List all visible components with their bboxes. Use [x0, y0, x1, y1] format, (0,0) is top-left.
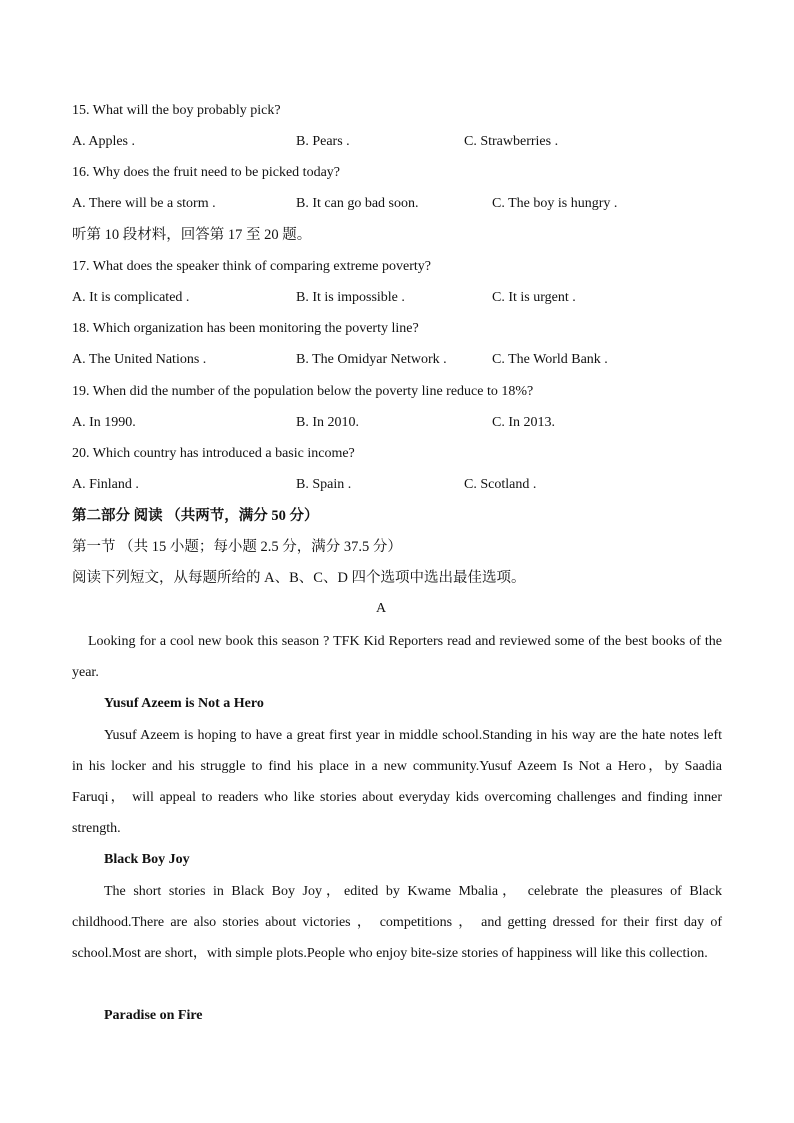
q17-option-c: C. It is urgent . [492, 290, 576, 305]
question-17: 17. What does the speaker think of comparing extreme poverty? [72, 259, 431, 274]
section-10-instruction: 听第 10 段材料，回答第 17 至 20 题。 [72, 227, 312, 243]
q19-option-b: B. In 2010. [296, 415, 359, 430]
q20-option-c: C. Scotland . [464, 477, 537, 492]
q16-option-a: A. There will be a storm . [72, 196, 216, 211]
reading-section-title: 第一节 （共 15 小题；每小题 2.5 分，满分 37.5 分） [72, 539, 402, 555]
q15-option-a: A. Apples . [72, 134, 135, 149]
q20-option-b: B. Spain . [296, 477, 352, 492]
passage-label: A [375, 601, 387, 616]
q18-option-a: A. The United Nations . [72, 352, 207, 367]
q18-option-c: C. The World Bank . [492, 352, 608, 367]
question-19: 19. When did the number of the population below the poverty line reduce to 18%? [72, 384, 534, 399]
book1-text: Yusuf Azeem is hoping to have a great first year in middle school.Standing in his way are the hate notes left in his locker and his struggle to find his place in a new community.Yusuf Azeem Is Not a Hero，by Saadia Faruqi， will appeal to readers who like stories about everyday kids overcoming challenges and finding inner strength. [72, 728, 722, 836]
passage-intro: Looking for a cool new book this season ? TFK Kid Reporters read and reviewed some of the best books of the year. [72, 634, 722, 680]
q19-option-c: C. In 2013. [492, 415, 555, 430]
book2-text: The short stories in Black Boy Joy，edited by Kwame Mbalia， celebrate the pleasures of Black childhood.There are also stories about victories ， competitions ， and getting dressed for their first day of school.Most are short，with simple plots.People who enjoy bite-size stories of happiness will like this collection. [72, 884, 722, 961]
q18-option-b: B. The Omidyar Network . [296, 352, 447, 367]
q15-option-c: C. Strawberries . [464, 134, 559, 149]
book1-title: Yusuf Azeem is Not a Hero [104, 696, 264, 711]
reading-part-title: 第二部分 阅读 （共两节，满分 50 分） [72, 508, 319, 524]
reading-instruction: 阅读下列短文，从每题所给的 A、B、C、D 四个选项中选出最佳选项。 [72, 570, 526, 586]
book2-title: Black Boy Joy [104, 852, 190, 867]
q15-option-b: B. Pears . [296, 134, 350, 149]
q17-option-b: B. It is impossible . [296, 290, 405, 305]
q17-option-a: A. It is complicated . [72, 290, 190, 305]
question-16: 16. Why does the fruit need to be picked today? [72, 165, 340, 180]
q16-option-b: B. It can go bad soon. [296, 196, 419, 211]
q20-option-a: A. Finland . [72, 477, 139, 492]
book3-title: Paradise on Fire [104, 1008, 203, 1023]
q16-option-c: C. The boy is hungry . [492, 196, 618, 211]
q19-option-a: A. In 1990. [72, 415, 136, 430]
question-18: 18. Which organization has been monitoring the poverty line? [72, 321, 419, 336]
question-15: 15. What will the boy probably pick? [72, 103, 281, 118]
question-20: 20. Which country has introduced a basic income? [72, 446, 355, 461]
